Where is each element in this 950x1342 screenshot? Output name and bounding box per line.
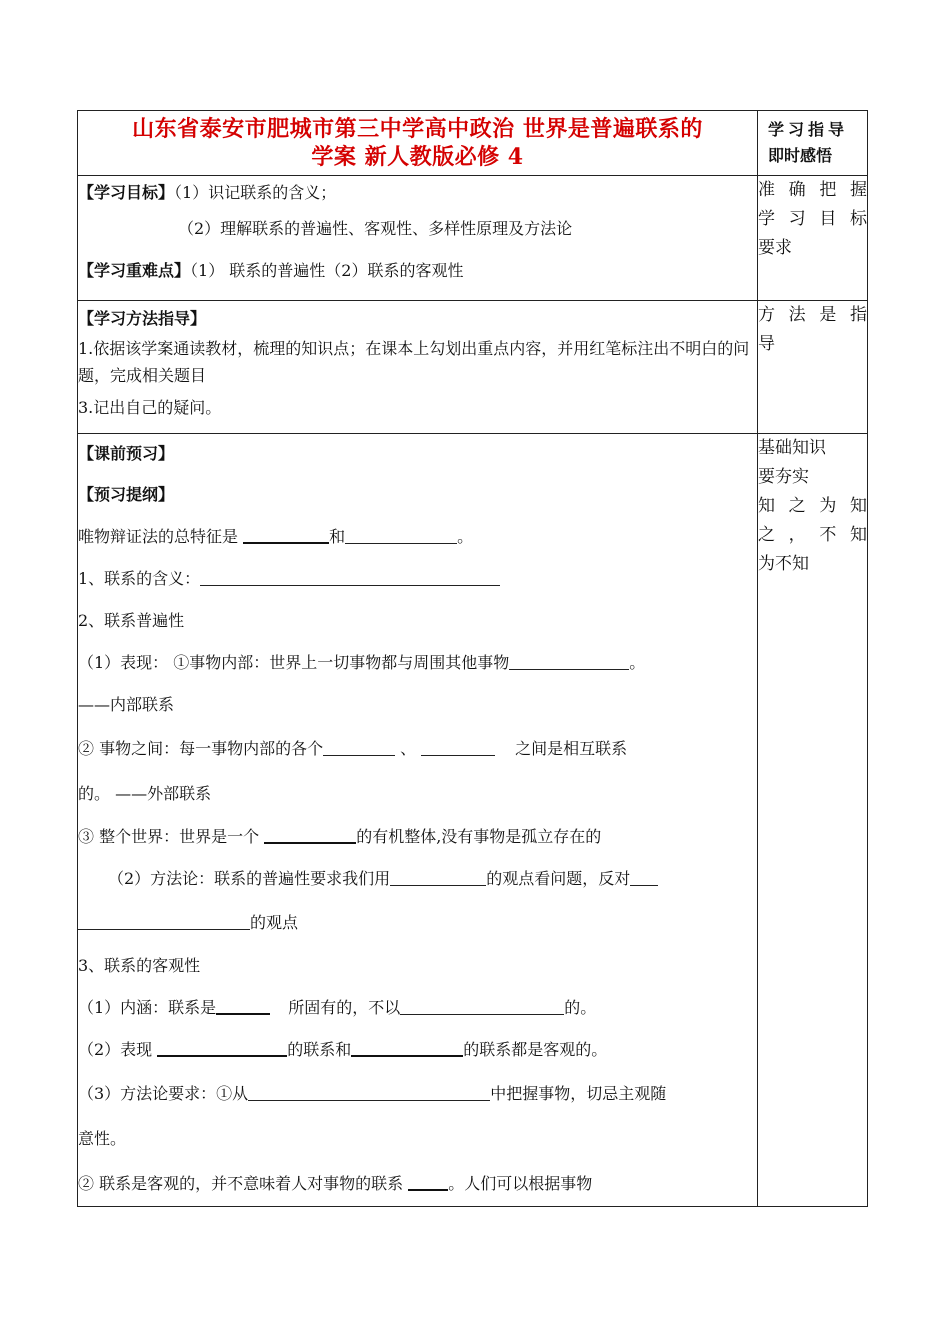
text: （1）表现： ①事物内部：世界上一切事物都与周围其他事物 — [78, 653, 510, 672]
fill-blank — [630, 869, 658, 886]
text: 。 — [457, 527, 474, 546]
fill-blank — [323, 739, 395, 756]
method-text-2: 3.记出自己的疑问。 — [78, 398, 222, 417]
fill-blank — [345, 527, 457, 544]
side-header-line-2: 即时感悟 — [768, 146, 833, 165]
text: 。 — [629, 653, 646, 672]
preview-side-line-4: 之，不知 — [758, 525, 867, 545]
internal-link-line: ——内部联系 — [78, 695, 175, 714]
text: 的。 — [564, 998, 597, 1017]
text: 的联系和 — [287, 1040, 352, 1059]
page-title — [78, 111, 757, 173]
text: 。人们可以根据事物 — [448, 1174, 593, 1193]
key-points-text: （1） 联系的普遍性（2）联系的客观性 — [190, 261, 464, 280]
text: 的观点看问题，反对 — [486, 869, 631, 888]
fill-blank — [216, 997, 270, 1015]
method-req-line — [78, 1071, 757, 1116]
fill-blank — [264, 826, 356, 844]
method-side-line-1: 方法是指 — [758, 305, 867, 325]
expression-line — [78, 1029, 757, 1071]
text: 1、联系的含义： — [78, 569, 201, 588]
text: 的观点 — [250, 913, 299, 932]
worksheet-table — [77, 110, 868, 1207]
goal-item-1: （1）识记联系的含义； — [174, 183, 337, 202]
text: （2）表现 — [78, 1040, 158, 1059]
preview-cell — [78, 434, 758, 1207]
fill-blank — [243, 526, 329, 544]
universality-heading: 2、联系普遍性 — [78, 611, 185, 630]
text: ③ 整个世界：世界是一个 — [78, 827, 265, 846]
total-feature-line — [78, 516, 757, 558]
goals-cell — [78, 176, 758, 301]
title-line-2: 学案 新人教版必修 4 — [311, 144, 524, 170]
text: 的有机整体,没有事物是孤立存在的 — [356, 827, 602, 846]
text: （3）方法论要求：①从 — [78, 1084, 249, 1103]
side-header — [758, 111, 867, 175]
method-text-1: 1.依据该学案通读教材，梳理的知识点；在课本上勾划出重点内容，并用红笔标注出不明白的问题，完成相关题目 — [78, 339, 750, 385]
method-cell — [78, 301, 758, 434]
text: 的联系都是客观的。 — [463, 1040, 608, 1059]
methodology-line — [78, 858, 757, 900]
text: ② 事物之间：每一事物内部的各个 — [78, 739, 324, 758]
text: 、 — [400, 739, 417, 758]
preview-label: 【课前预习】 — [78, 444, 175, 463]
text: （2）方法论：联系的普遍性要求我们用 — [108, 869, 391, 888]
method-side-note — [758, 301, 868, 434]
key-points-label: 【学习重难点】 — [78, 261, 191, 280]
preview-side-line-3: 知之为知 — [758, 496, 867, 516]
method-req-line-2: 意性。 — [78, 1129, 127, 1148]
text: 之间是相互联系 — [515, 739, 628, 758]
methodology-line-2 — [78, 900, 757, 945]
fill-blank — [200, 569, 500, 586]
goals-side-line-3: 要求 — [758, 238, 792, 258]
connotation-line — [78, 987, 757, 1029]
objectivity-heading: 3、联系的客观性 — [78, 956, 201, 975]
title-line-1: 山东省泰安市肥城市第三中学高中政治 世界是普遍联系的 — [132, 116, 703, 142]
preview-side-note — [758, 434, 868, 1207]
between-things-line — [78, 726, 757, 771]
external-link-line: 的。 ——外部联系 — [78, 784, 212, 803]
text: 中把握事物，切忌主观随 — [490, 1084, 667, 1103]
fill-blank — [390, 869, 486, 886]
preview-side-line-2: 要夯实 — [758, 467, 809, 487]
text: （1）内涵：联系是 — [78, 998, 217, 1017]
method-label: 【学习方法指导】 — [78, 309, 207, 328]
goals-side-note — [758, 176, 868, 301]
definition-line — [78, 558, 757, 600]
text: 所固有的，不以 — [288, 998, 401, 1017]
fill-blank — [509, 653, 629, 670]
key-points-line — [78, 250, 757, 292]
fill-blank — [400, 998, 564, 1015]
manifestation-line — [78, 642, 757, 684]
goals-line-1 — [78, 176, 757, 208]
goals-label: 【学习目标】 — [78, 183, 175, 202]
title-cell — [78, 111, 758, 176]
not-mean-line — [78, 1161, 757, 1206]
side-header-line-1: 学习指导 — [768, 120, 849, 139]
side-header-cell — [758, 111, 868, 176]
fill-blank — [78, 913, 250, 930]
goal-item-2: （2）理解联系的普遍性、客观性、多样性原理及方法论 — [178, 219, 573, 238]
fill-blank — [351, 1039, 463, 1057]
fill-blank — [248, 1084, 490, 1101]
fill-blank — [421, 739, 495, 756]
preview-side-line-5: 为不知 — [758, 554, 809, 574]
goals-side-line-2: 学习目标 — [758, 209, 867, 229]
text: ② 联系是客观的，并不意味着人对事物的联系 — [78, 1174, 409, 1193]
preview-side-line-1: 基础知识 — [758, 438, 826, 458]
fill-blank — [157, 1039, 287, 1057]
fill-blank — [408, 1173, 448, 1191]
outline-label: 【预习提纲】 — [78, 485, 175, 504]
goals-side-line-1: 准确把握 — [758, 180, 867, 200]
whole-world-line — [78, 816, 757, 858]
text: 唯物辩证法的总特征是 — [78, 527, 244, 546]
text: 和 — [329, 527, 346, 546]
method-side-line-2: 导 — [758, 334, 775, 354]
